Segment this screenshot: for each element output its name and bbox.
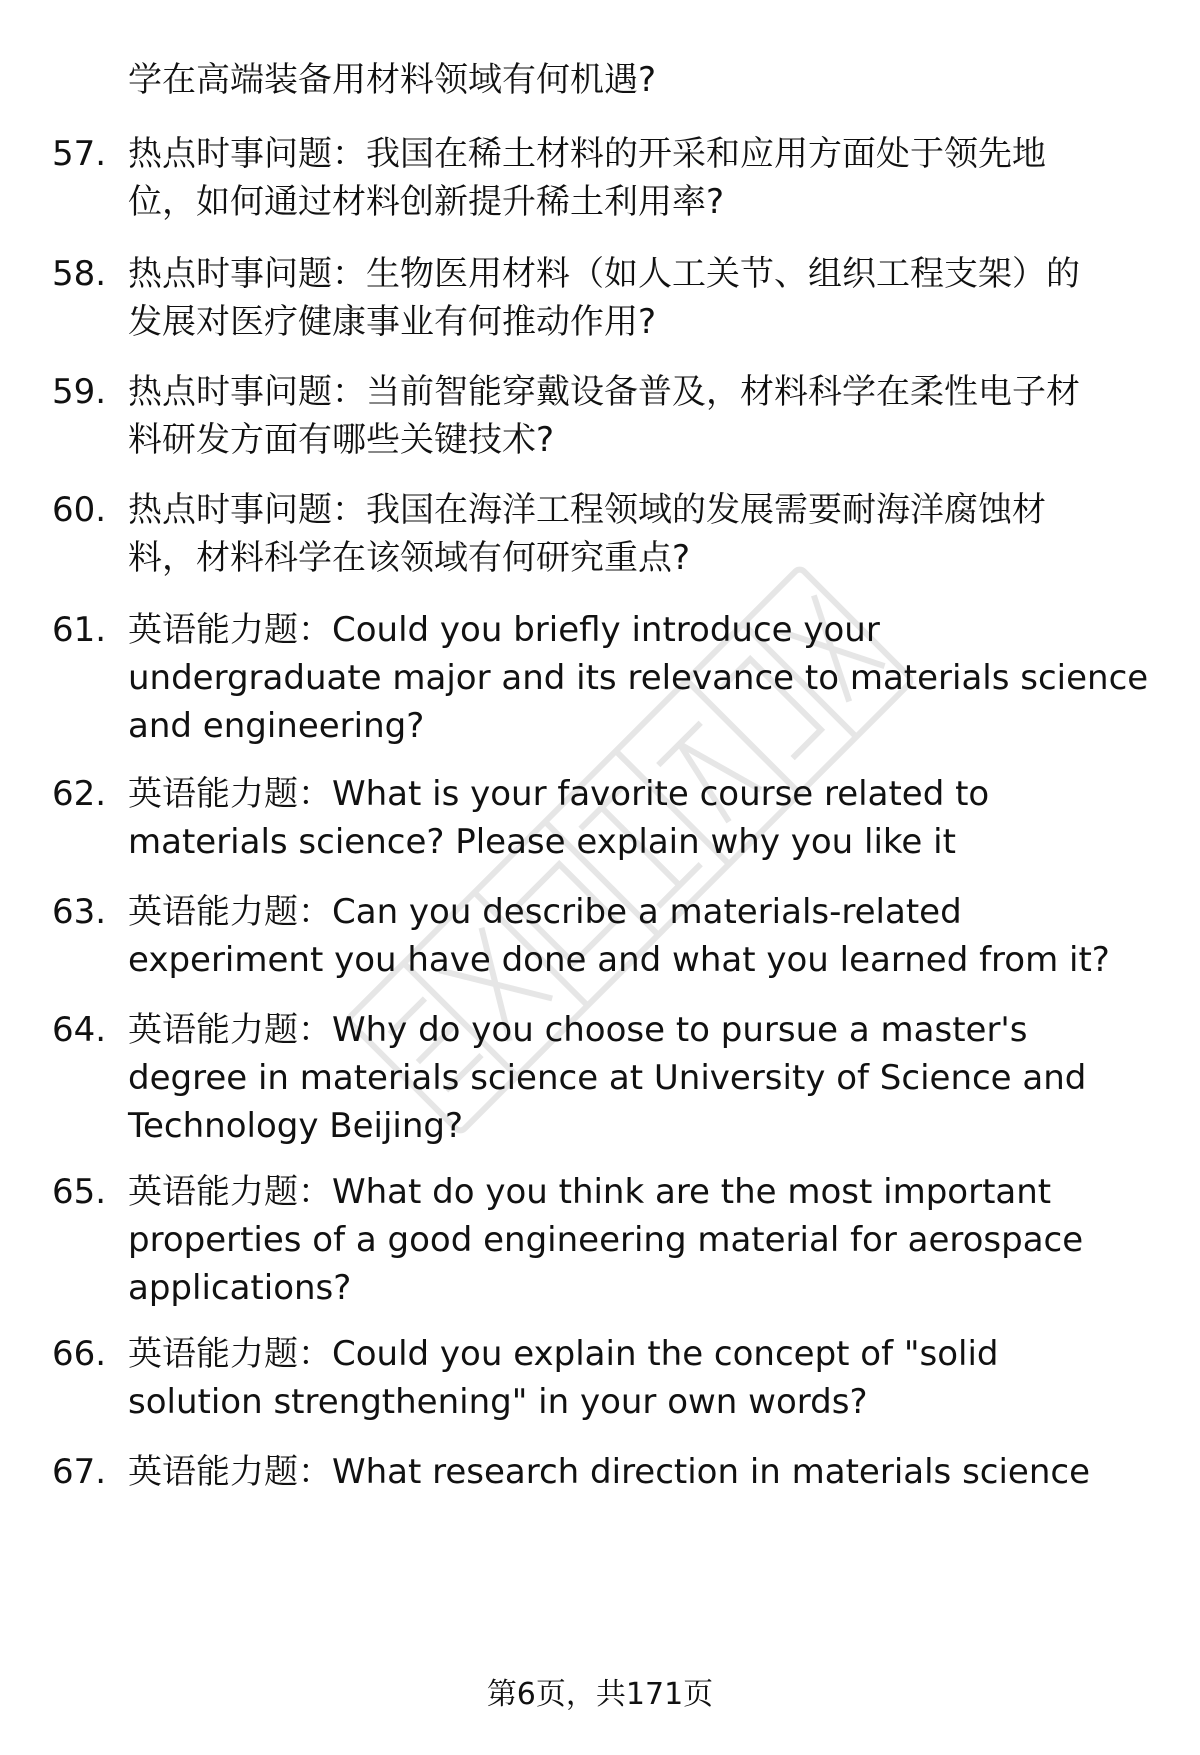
- item-text: [128, 1168, 1158, 1312]
- item-text: [128, 368, 1158, 464]
- item-number: 67.: [52, 1452, 107, 1492]
- item-text-line: 位，如何通过材料创新提升稀土利用率?: [128, 182, 725, 222]
- item-text-line: 热点时事问题：当前智能穿戴设备普及，材料科学在柔性电子材: [128, 372, 1080, 412]
- item-number: 65.: [52, 1172, 107, 1212]
- item-number: 64.: [52, 1010, 107, 1050]
- item-text-line: 英语能力题：What is your favorite course related to: [128, 774, 990, 814]
- item-number: 63.: [52, 892, 107, 932]
- item-text: [128, 1330, 1158, 1426]
- item-text-line: solution strengthening" in your own words?: [128, 1382, 868, 1422]
- item-number: 61.: [52, 610, 107, 650]
- item-text: [128, 888, 1158, 984]
- item-text: [128, 1448, 1158, 1496]
- item-text-line: applications?: [128, 1268, 352, 1308]
- item-text-line: 发展对医疗健康事业有何推动作用?: [128, 302, 657, 342]
- item-text-line: properties of a good engineering material for aerospace: [128, 1220, 1084, 1260]
- item-number: 66.: [52, 1334, 107, 1374]
- item-text-line: 料研发方面有哪些关键技术?: [128, 420, 555, 460]
- item-number: 58.: [52, 254, 107, 294]
- item-text-line: 英语能力题：Could you briefly introduce your: [128, 610, 880, 650]
- item-text-line: and engineering?: [128, 706, 425, 746]
- item-text-line: 英语能力题：Could you explain the concept of "solid: [128, 1334, 999, 1374]
- item-text-line: 英语能力题：What research direction in materials science: [128, 1452, 1091, 1492]
- item-text-line: 热点时事问题：我国在稀土材料的开采和应用方面处于领先地: [128, 134, 1046, 174]
- item-text-line: 热点时事问题：生物医用材料（如人工关节、组织工程支架）的: [128, 254, 1080, 294]
- item-text-line: 料，材料科学在该领域有何研究重点?: [128, 538, 691, 578]
- item-text-line: 英语能力题：What do you think are the most important: [128, 1172, 1052, 1212]
- item-text-line: 热点时事问题：我国在海洋工程领域的发展需要耐海洋腐蚀材: [128, 490, 1046, 530]
- item-text-line: degree in materials science at University of Science and: [128, 1058, 1087, 1098]
- item-text: [128, 770, 1158, 866]
- item-text-line: 英语能力题：Can you describe a materials-related: [128, 892, 962, 932]
- item-text-line: 英语能力题：Why do you choose to pursue a master's: [128, 1010, 1028, 1050]
- item-text: [128, 130, 1158, 226]
- item-number: 60.: [52, 490, 107, 530]
- item-text-line: undergraduate major and its relevance to materials science: [128, 658, 1149, 698]
- item-text: [128, 1006, 1158, 1150]
- item-text: [128, 250, 1158, 346]
- page-footer: 第6页，共171页: [486, 1677, 714, 1712]
- item-number: 57.: [52, 134, 107, 174]
- item-number: 62.: [52, 774, 107, 814]
- item-text-line: Technology Beijing?: [128, 1106, 464, 1146]
- item-text-line: materials science? Please explain why you like it: [128, 822, 956, 862]
- item-number: 59.: [52, 372, 107, 412]
- carry-over-text: 学在高端装备用材料领域有何机遇?: [128, 60, 657, 100]
- item-text-line: experiment you have done and what you learned from it?: [128, 940, 1110, 980]
- item-text: [128, 486, 1158, 582]
- item-text: [128, 606, 1158, 750]
